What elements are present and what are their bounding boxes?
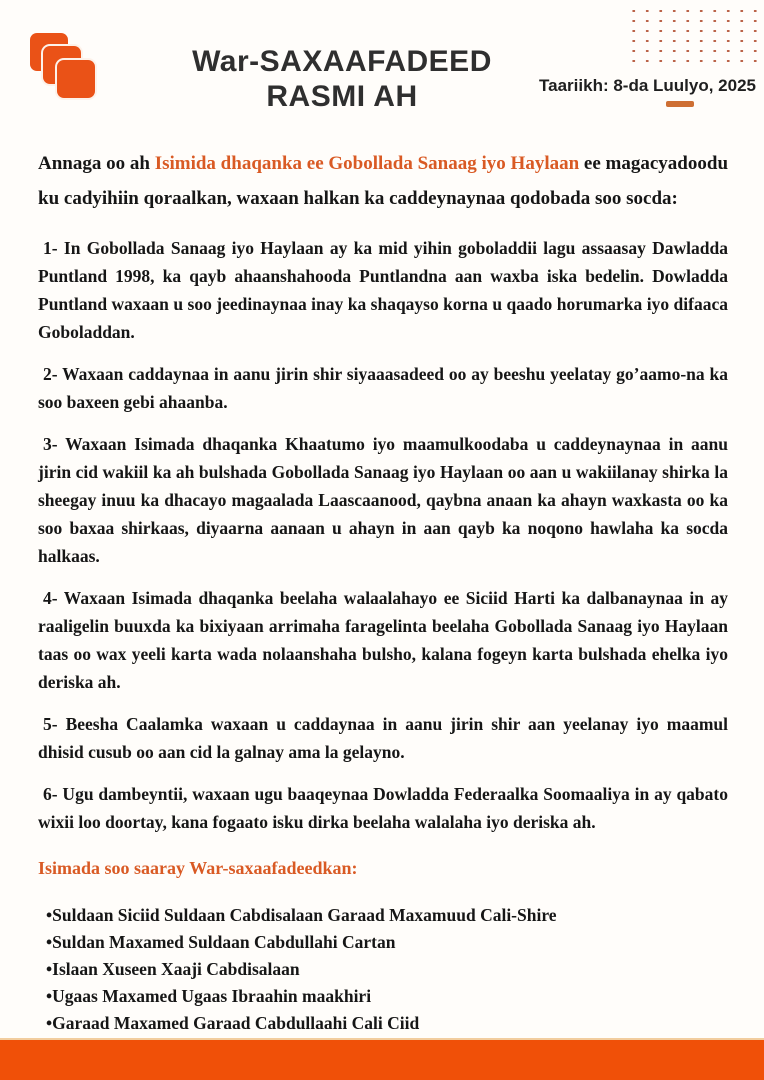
page-title <box>120 44 564 114</box>
intro-prefix: Annaga oo ah <box>38 153 155 174</box>
date-label: Taariikh: 8-da Luulyo, 2025 <box>539 76 756 95</box>
point-6: 6- Ugu dambeyntii, waxaan ugu baaqeynaa Dowladda Federaalka Soomaaliya in ay qabato wixii loo doortay, kana fogaato isku dirka beelaha walalaha iyo deriska ah. <box>38 784 728 832</box>
page-title-line2: RASMI AH <box>266 80 418 113</box>
point-5: 5- Beesha Caalamka waxaan u caddaynaa in aanu jirin shir aan yeelanay iyo maamul dhisid cusub oo aan cid la galnay ama la gelayno. <box>38 714 728 762</box>
intro-suffix: ee magacyadoodu ku cadyihiin qoraalkan, waxaan halkan ka caddeynaynaa qodobada soo socda: <box>38 153 729 209</box>
signatory-name: • Garaad Maxamed Garaad Cabdullaahi Cali Ciid <box>46 1010 728 1037</box>
intro-highlight: Isimida dhaqanka ee Gobollada Sanaag iyo Haylaan <box>154 153 580 174</box>
signatory-name: • Ugaas Maxamed Ugaas Ibraahin maakhiri <box>46 983 728 1010</box>
signatory-name: • Suldan Maxamed Suldaan Cabdullahi Cartan <box>46 929 728 956</box>
intro-paragraph <box>38 146 728 216</box>
page-title-line1: War-SAXAAFADEED <box>192 45 492 78</box>
signatory-name: • Islaan Xuseen Xaaji Cabdisalaan <box>46 956 728 983</box>
signatory-name: • Suldaan Siciid Suldaan Cabdisalaan Garaad Maxamuud Cali-Shire <box>46 902 728 929</box>
date-underline-dash <box>666 101 694 107</box>
press-release-body <box>38 146 728 1080</box>
stacked-squares-logo-icon <box>30 33 120 123</box>
point-1: 1- In Gobollada Sanaag iyo Haylaan ay ka mid yihin goboladdii lagu assaasay Dawladda Puntland 1998, ka qayb ahaanshahooda Puntlandna aan waxba iska bedelin. Dowladda Puntland waxaan u soo jeedinaynaa inay ka shaqayso korna u qaado horumarka iyo difaaca Goboladdan. <box>38 238 728 342</box>
point-3: 3- Waxaan Isimada dhaqanka Khaatumo iyo maamulkoodaba u caddeynaynaa in aanu jirin cid wakiil ka ah bulshada Gobollada Sanaag iyo Haylaan oo aan u wakiilanay shirka la sheegay inuu ka dhacayo magaalada Laascaanood, qaybna anaan ka ahayn waxkasta oo ka soo baxaa shirkaas, diyaarna aanaan u ahayn in aan qayb ka noqono hawlaha ka socda halkaas. <box>38 434 728 566</box>
logo-square-icon <box>57 60 95 98</box>
dot-grid-decoration <box>625 4 757 68</box>
point-2: 2- Waxaan caddaynaa in aanu jirin shir siyaaasadeed oo ay beeshu yeelatay go’aamo-na ka soo baxeen gebi ahaanba. <box>38 364 728 412</box>
signatories-list <box>38 902 728 1037</box>
point-4: 4- Waxaan Isimada dhaqanka beelaha walaalahayo ee Siciid Harti ka dalbanaynaa in ay raaligelin buuxda ka bixiyaan arrimaha faragelinta beelaha Gobollada Sanaag iyo Haylaan taas oo wax yeeli karta wada nolaanshaha bulsho, kalana fogeyn karta bulshada ehelka iyo deriska ah. <box>38 588 728 692</box>
footer-bar <box>0 1038 764 1080</box>
signatories-heading: Isimada soo saaray War-saxaafadeedkan: <box>38 858 358 878</box>
